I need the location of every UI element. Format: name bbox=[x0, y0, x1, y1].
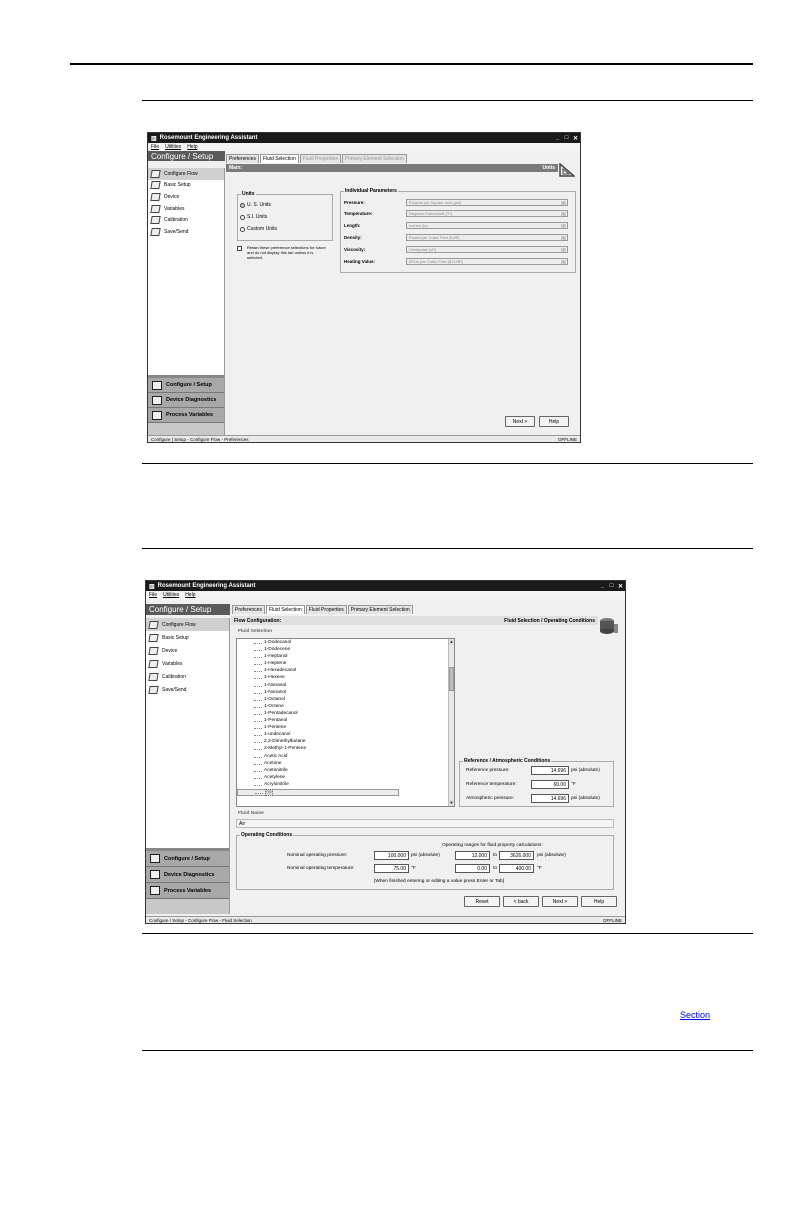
content-header-bar bbox=[226, 164, 558, 172]
op-temperature-unit: °F bbox=[411, 866, 416, 871]
page-top-rule bbox=[70, 63, 753, 65]
scroll-up-icon[interactable]: ▲ bbox=[449, 639, 454, 644]
list-item[interactable]: 1-Hexadecanol bbox=[237, 668, 448, 675]
pencil-icon bbox=[150, 854, 160, 863]
list-item[interactable]: 1-Heptene bbox=[237, 661, 448, 668]
process-variables-icon bbox=[152, 411, 162, 420]
pencil-icon bbox=[150, 228, 160, 236]
chevron-down-icon: ▾ bbox=[562, 248, 565, 252]
app-window-preferences bbox=[147, 132, 581, 443]
app-window-fluid-selection bbox=[145, 580, 626, 924]
nav-button-device-diagnostics[interactable]: Device Diagnostics bbox=[146, 867, 229, 883]
scroll-down-icon[interactable]: ▼ bbox=[449, 800, 454, 805]
nav-button-process-variables[interactable]: Process Variables bbox=[148, 408, 224, 423]
pencil-icon bbox=[148, 673, 158, 681]
help-button[interactable]: Help bbox=[581, 896, 617, 907]
pencil-icon bbox=[152, 381, 162, 390]
fluid-list[interactable] bbox=[236, 638, 455, 807]
pencil-icon bbox=[150, 193, 160, 201]
list-item[interactable]: 2-Methyl-1-Pentene bbox=[237, 746, 448, 753]
list-item[interactable]: 1-Heptanol bbox=[237, 654, 448, 661]
status-path: Configure / Setup - Configure Flow - Fluid Selection bbox=[149, 917, 252, 923]
window-title: Rosemount Engineering Assistant bbox=[157, 583, 256, 589]
bar-right-label: Fluid Selection / Operating Conditions bbox=[504, 617, 595, 624]
ref-pressure-input[interactable]: 14.696 bbox=[531, 766, 569, 775]
list-item[interactable]: 1-Pentanol bbox=[237, 718, 448, 725]
figure1-bottom-rule bbox=[142, 463, 753, 464]
diagnostics-icon bbox=[150, 870, 160, 879]
reference-group-label: Reference / Atmospheric Conditions bbox=[464, 758, 551, 764]
tank-icon bbox=[599, 615, 619, 635]
units-group-label: Units bbox=[242, 191, 255, 197]
nav-configure-flow[interactable]: Configure Flow bbox=[148, 168, 224, 180]
param-row-heating-value: Heating Value: BTUs per Cubic Feet (BTU/ft³) ▾ bbox=[344, 258, 568, 265]
op-pressure-min-input[interactable]: 12.000 bbox=[455, 851, 490, 860]
atm-pressure-input[interactable]: 14.696 bbox=[531, 794, 569, 803]
menu-help[interactable]: Help bbox=[185, 592, 196, 598]
back-button[interactable]: < back bbox=[503, 896, 539, 907]
list-item[interactable]: 1-Hexene bbox=[237, 675, 448, 682]
nav-save-send[interactable]: Save/Send bbox=[148, 226, 224, 238]
figure2-bottom-rule bbox=[142, 933, 753, 934]
list-item[interactable]: 1-Dodecene bbox=[237, 647, 448, 654]
nav-variables[interactable]: Variables bbox=[146, 657, 229, 670]
params-group-label: Individual Parameters bbox=[345, 188, 397, 194]
nav-button-device-diagnostics[interactable]: Device Diagnostics bbox=[148, 393, 224, 408]
section-header: Configure / Setup bbox=[146, 604, 230, 615]
pencil-icon bbox=[148, 634, 158, 642]
chevron-down-icon: ▾ bbox=[562, 212, 565, 216]
heating-value-select[interactable]: BTUs per Cubic Feet (BTU/ft³) ▾ bbox=[406, 258, 568, 265]
nav-calibration[interactable]: Calibration bbox=[146, 670, 229, 683]
fluid-name-field bbox=[236, 819, 614, 828]
ref-pressure-label: Reference pressure: bbox=[466, 768, 510, 773]
menu-utilities[interactable]: Utilities bbox=[163, 592, 180, 598]
list-item[interactable]: 1-Octene bbox=[237, 704, 448, 711]
operating-conditions-label: Operating Conditions bbox=[241, 832, 293, 838]
fluid-selection-label: Fluid Selection bbox=[238, 629, 273, 634]
tab-preferences[interactable]: Preferences bbox=[226, 154, 259, 163]
list-item[interactable]: 2,2-Dimethylbutane bbox=[237, 739, 448, 746]
menu-bar bbox=[148, 143, 580, 151]
app-icon: ▥ bbox=[149, 583, 155, 590]
tab-fluid-selection[interactable]: Fluid Selection bbox=[260, 154, 299, 163]
pencil-icon bbox=[150, 170, 160, 178]
sidebar bbox=[146, 618, 230, 848]
op-pressure-input[interactable]: 100.000 bbox=[374, 851, 409, 860]
list-item[interactable]: 1-Pentadecanol bbox=[237, 711, 448, 718]
section-bottom-rule bbox=[142, 1050, 753, 1051]
close-icon[interactable]: ✕ bbox=[572, 135, 579, 142]
chevron-down-icon: ▾ bbox=[562, 260, 565, 264]
op-temperature-label: Nominal operating temperature: bbox=[287, 866, 355, 871]
status-path: Configure | Setup - Configure Flow - Preferences bbox=[151, 436, 249, 442]
list-item[interactable]: 1-Nonanol bbox=[237, 690, 448, 697]
op-temperature-min-input[interactable]: 0.00 bbox=[455, 864, 490, 873]
pencil-icon bbox=[148, 660, 158, 668]
units-icon bbox=[559, 163, 575, 177]
tab-bar bbox=[226, 154, 407, 163]
status-connection: OFFLINE bbox=[557, 436, 577, 442]
list-item[interactable]: Acetonitrile bbox=[237, 768, 448, 775]
pencil-icon bbox=[148, 647, 158, 655]
chevron-down-icon: ▾ bbox=[562, 236, 565, 240]
app-icon: ▥ bbox=[151, 135, 157, 142]
radio-us-units[interactable]: U. S. Units bbox=[240, 202, 271, 208]
fluid-list-items bbox=[237, 640, 448, 796]
ref-temperature-label: Reference temperature: bbox=[466, 782, 517, 787]
diagnostics-icon bbox=[152, 396, 162, 405]
tab-preferences[interactable]: Preferences bbox=[232, 605, 265, 614]
nav-device[interactable]: Device bbox=[146, 644, 229, 657]
scroll-thumb[interactable] bbox=[449, 667, 454, 691]
op-temperature-range-unit: °F bbox=[537, 866, 542, 871]
pencil-icon bbox=[148, 686, 158, 694]
window-title: Rosemount Engineering Assistant bbox=[159, 135, 258, 141]
nav-basic-setup[interactable]: Basic Setup bbox=[148, 180, 224, 192]
menu-utilities[interactable]: Utilities bbox=[165, 144, 182, 150]
nav-basic-setup[interactable]: Basic Setup bbox=[146, 631, 229, 644]
menu-bar bbox=[146, 591, 625, 599]
tab-fluid-properties[interactable]: Fluid Properties bbox=[306, 605, 347, 614]
section-header: Configure / Setup bbox=[148, 151, 225, 161]
maximize-icon[interactable]: □ bbox=[564, 135, 569, 141]
pencil-icon bbox=[150, 216, 160, 224]
status-connection: OFFLINE bbox=[602, 917, 622, 923]
tab-fluid-properties[interactable]: Fluid Properties bbox=[300, 154, 341, 163]
fluid-name-label: Fluid Name bbox=[238, 811, 264, 816]
viscosity-select[interactable]: Centipoise (cP) ▾ bbox=[406, 246, 568, 253]
radio-si-units[interactable]: S.I. Units bbox=[240, 214, 267, 220]
menu-file[interactable]: File bbox=[151, 144, 160, 150]
minimize-icon[interactable]: _ bbox=[555, 135, 560, 141]
radio-custom-units[interactable]: Custom Units bbox=[240, 226, 277, 232]
list-item[interactable]: 1-Octanol bbox=[237, 697, 448, 704]
list-item[interactable]: 1-Nonanal bbox=[237, 683, 448, 690]
maximize-icon[interactable]: □ bbox=[609, 583, 614, 589]
atm-pressure-label: Atmospheric pressure: bbox=[466, 796, 514, 801]
bar-left-label: Main: bbox=[229, 165, 243, 171]
section-link[interactable]: Section bbox=[680, 1010, 711, 1020]
enter-hint: [When finished entering or editing a value press Enter or Tab] bbox=[374, 879, 505, 884]
nav-button-configure-setup[interactable]: Configure / Setup bbox=[146, 851, 229, 867]
op-pressure-to: to bbox=[493, 853, 498, 858]
nav-configure-flow[interactable]: Configure Flow bbox=[146, 618, 229, 631]
bar-left-label: Flow Configuration: bbox=[234, 617, 282, 624]
content-header-bar bbox=[231, 616, 598, 625]
status-bar bbox=[146, 916, 625, 923]
param-row-density: Density: Pound per Cubic Feet (lb/ft³) ▾ bbox=[344, 234, 568, 241]
process-variables-icon bbox=[150, 886, 160, 895]
list-item-selected[interactable]: Air bbox=[237, 789, 399, 796]
nav-variables[interactable]: Variables bbox=[148, 203, 224, 215]
param-row-viscosity: Viscosity: Centipoise (cP) ▾ bbox=[344, 246, 568, 253]
tab-bar bbox=[232, 605, 413, 614]
next-button[interactable]: Next > bbox=[505, 416, 535, 427]
title-bar bbox=[148, 133, 580, 143]
chevron-down-icon: ▾ bbox=[562, 224, 565, 228]
title-bar bbox=[146, 581, 625, 591]
length-select[interactable]: Inches (in) ▾ bbox=[406, 222, 568, 229]
param-row-length: Length: Inches (in) ▾ bbox=[344, 222, 568, 229]
tab-primary-element-selection[interactable]: Primary Element Selection bbox=[348, 605, 413, 614]
list-item[interactable]: Acetylene bbox=[237, 775, 448, 782]
pencil-icon bbox=[150, 205, 160, 213]
nav-buttons bbox=[148, 375, 225, 436]
figure2-top-rule bbox=[142, 548, 753, 549]
list-item[interactable]: Acetic Acid bbox=[237, 754, 448, 761]
nav-device[interactable]: Device bbox=[148, 191, 224, 203]
list-item[interactable]: Acetone bbox=[237, 761, 448, 768]
fluid-name-value: Air bbox=[239, 821, 246, 827]
tab-primary-element-selection[interactable]: Primary Element Selection bbox=[342, 154, 407, 163]
list-item[interactable]: 1-Dodecanol bbox=[237, 640, 448, 647]
op-pressure-range-unit: psi (absolute) bbox=[537, 853, 566, 858]
op-temperature-max-input[interactable]: 400.00 bbox=[499, 864, 534, 873]
status-bar bbox=[148, 435, 580, 442]
operating-ranges-label: Operating ranges for fluid property calculations: bbox=[442, 843, 543, 848]
nav-save-send[interactable]: Save/Send bbox=[146, 683, 229, 696]
nav-buttons bbox=[146, 848, 230, 914]
bar-right-label: Units bbox=[542, 165, 555, 171]
pencil-icon bbox=[148, 621, 158, 629]
retain-checkbox[interactable] bbox=[237, 246, 242, 251]
menu-file[interactable]: File bbox=[149, 592, 158, 598]
list-item[interactable]: 1-Pentene bbox=[237, 725, 448, 732]
sidebar bbox=[148, 168, 225, 378]
reset-button[interactable]: Reset bbox=[464, 896, 500, 907]
list-item[interactable]: Acrylonitrile bbox=[237, 782, 448, 789]
op-pressure-label: Nominal operating pressure: bbox=[287, 853, 348, 858]
minimize-icon[interactable]: _ bbox=[600, 583, 605, 589]
figure1-top-rule bbox=[142, 100, 753, 101]
ref-temperature-input[interactable]: 60.00 bbox=[531, 780, 569, 789]
op-temperature-input[interactable]: 75.00 bbox=[374, 864, 409, 873]
nav-button-process-variables[interactable]: Process Variables bbox=[146, 883, 229, 899]
list-item[interactable]: 1-undecanol bbox=[237, 732, 448, 739]
param-row-pressure: Pressure: Pounds per Square Inch (psi) ▾ bbox=[344, 199, 568, 206]
temperature-select[interactable]: Degrees Fahrenheit (°F) ▾ bbox=[406, 210, 568, 217]
ref-temperature-unit: °F bbox=[571, 782, 576, 787]
pencil-icon bbox=[150, 181, 160, 189]
pressure-select[interactable]: Pounds per Square Inch (psi) ▾ bbox=[406, 199, 568, 206]
retain-text: Retain these preference selections for future and do not display this tab unless it is selected. bbox=[247, 245, 326, 260]
op-temperature-to: to bbox=[493, 866, 498, 871]
tab-fluid-selection[interactable]: Fluid Selection bbox=[266, 605, 305, 614]
chevron-down-icon: ▾ bbox=[562, 201, 565, 205]
nav-button-configure-setup[interactable]: Configure / Setup bbox=[148, 378, 224, 393]
nav-calibration[interactable]: Calibration bbox=[148, 214, 224, 226]
ref-pressure-unit: psi (absolute) bbox=[571, 768, 600, 773]
param-row-temperature: Temperature: Degrees Fahrenheit (°F) ▾ bbox=[344, 210, 568, 217]
op-pressure-max-input[interactable]: 3626.000 bbox=[499, 851, 534, 860]
close-icon[interactable]: ✕ bbox=[617, 583, 624, 590]
atm-pressure-unit: psi (absolute) bbox=[571, 796, 600, 801]
density-select[interactable]: Pound per Cubic Feet (lb/ft³) ▾ bbox=[406, 234, 568, 241]
next-button[interactable]: Next > bbox=[542, 896, 578, 907]
op-pressure-unit: psi (absolute) bbox=[411, 853, 440, 858]
menu-help[interactable]: Help bbox=[187, 144, 198, 150]
fluid-list-scrollbar[interactable] bbox=[448, 639, 454, 806]
help-button[interactable]: Help bbox=[539, 416, 569, 427]
